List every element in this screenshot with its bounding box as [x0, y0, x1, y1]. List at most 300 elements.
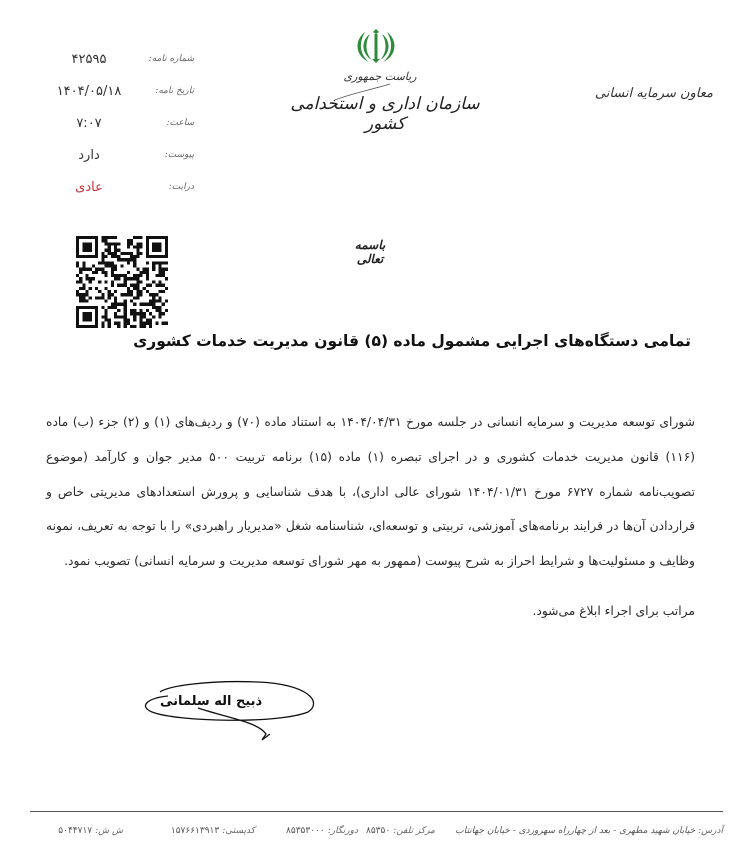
- qr-module: [117, 325, 120, 328]
- qr-module: [136, 242, 139, 245]
- qr-module: [79, 296, 82, 299]
- postal-label: کدپستی:: [222, 826, 255, 836]
- qr-module: [111, 252, 114, 255]
- qr-module: [155, 309, 158, 312]
- qr-module: [130, 252, 133, 255]
- qr-module: [139, 325, 142, 328]
- qr-module: [105, 265, 108, 268]
- qr-module: [143, 312, 146, 315]
- qr-module: [146, 277, 149, 280]
- qr-module: [105, 249, 108, 252]
- qr-module: [79, 268, 82, 271]
- qr-module: [130, 239, 133, 242]
- qr-module: [139, 271, 142, 274]
- qr-module: [114, 322, 117, 325]
- qr-module: [114, 249, 117, 252]
- qr-module: [114, 252, 117, 255]
- qr-module: [124, 274, 127, 277]
- qr-module: [114, 299, 117, 302]
- qr-module: [152, 265, 155, 268]
- footer-call-center: [366, 826, 435, 836]
- qr-module: [130, 284, 133, 287]
- qr-module: [136, 293, 139, 296]
- qr-module: [162, 290, 165, 293]
- address-label: آدرس:: [698, 826, 723, 836]
- qr-module: [158, 271, 161, 274]
- qr-module: [133, 296, 136, 299]
- qr-module: [155, 299, 158, 302]
- qr-module: [105, 239, 108, 242]
- qr-module: [136, 284, 139, 287]
- qr-module: [133, 255, 136, 258]
- qr-module: [127, 271, 130, 274]
- qr-module: [143, 315, 146, 318]
- qr-module: [127, 252, 130, 255]
- qr-module: [130, 242, 133, 245]
- qr-module: [117, 255, 120, 258]
- signer-name: ذبیح اله سلمانی: [160, 694, 263, 709]
- qr-module: [120, 258, 123, 261]
- qr-module: [130, 290, 133, 293]
- qr-module: [158, 284, 161, 287]
- qr-module: [149, 293, 152, 296]
- meta-value: دارد: [78, 148, 100, 163]
- qr-module: [133, 312, 136, 315]
- qr-module: [108, 318, 111, 321]
- qr-module: [127, 258, 130, 261]
- qr-module: [101, 306, 104, 309]
- letter-footer: [30, 822, 723, 846]
- fax-label: دورنگار:: [327, 826, 358, 836]
- qr-module: [165, 261, 168, 264]
- qr-module: [136, 274, 139, 277]
- meta-value: ۴۲۵۹۵: [71, 52, 107, 67]
- qr-module: [162, 268, 165, 271]
- qr-module: [120, 293, 123, 296]
- qr-module: [149, 318, 152, 321]
- qr-module: [146, 268, 149, 271]
- qr-module: [149, 325, 152, 328]
- qr-module: [86, 290, 89, 293]
- qr-module: [98, 296, 101, 299]
- qr-module: [82, 287, 85, 290]
- qr-module: [155, 261, 158, 264]
- meta-time: [44, 112, 194, 144]
- qr-module: [95, 296, 98, 299]
- qr-module: [133, 274, 136, 277]
- qr-module: [124, 322, 127, 325]
- qr-module: [155, 284, 158, 287]
- qr-module: [136, 246, 139, 249]
- call-center-value: ۸۵۳۵۰: [366, 826, 391, 836]
- qr-module: [152, 242, 162, 252]
- qr-module: [101, 293, 104, 296]
- qr-module: [127, 287, 130, 290]
- qr-module: [158, 265, 161, 268]
- qr-module: [111, 306, 114, 309]
- qr-module: [86, 274, 89, 277]
- qr-module: [139, 309, 142, 312]
- qr-module: [149, 303, 152, 306]
- qr-module: [136, 280, 139, 283]
- qr-module: [158, 296, 161, 299]
- qr-module: [101, 258, 104, 261]
- qr-module: [162, 284, 165, 287]
- qr-module: [79, 271, 82, 274]
- qr-module: [143, 325, 146, 328]
- qr-module: [162, 303, 165, 306]
- qr-module: [105, 287, 108, 290]
- postal-value: ۱۵۷۶۶۱۳۹۱۳: [170, 826, 220, 836]
- qr-module: [101, 255, 104, 258]
- qr-module: [152, 296, 155, 299]
- qr-module: [133, 287, 136, 290]
- qr-module: [111, 303, 114, 306]
- qr-module: [120, 284, 123, 287]
- qr-module: [111, 236, 114, 239]
- qr-module: [82, 312, 92, 322]
- qr-code: [76, 236, 168, 328]
- qr-module: [124, 312, 127, 315]
- qr-module: [136, 268, 139, 271]
- qr-module: [114, 290, 117, 293]
- qr-module: [117, 322, 120, 325]
- qr-module: [117, 284, 120, 287]
- qr-module: [111, 261, 114, 264]
- qr-module: [101, 236, 104, 239]
- qr-module: [139, 303, 142, 306]
- qr-module: [117, 315, 120, 318]
- qr-module: [143, 271, 146, 274]
- qr-module: [158, 290, 161, 293]
- qr-module: [101, 252, 104, 255]
- qr-module: [152, 293, 155, 296]
- qr-module: [101, 271, 104, 274]
- qr-module: [152, 315, 155, 318]
- qr-module: [82, 296, 85, 299]
- qr-module: [133, 325, 136, 328]
- qr-module: [158, 280, 161, 283]
- qr-module: [124, 280, 127, 283]
- qr-module: [124, 299, 127, 302]
- qr-module: [76, 274, 79, 277]
- qr-module: [139, 290, 142, 293]
- qr-module: [105, 255, 108, 258]
- qr-module: [127, 242, 130, 245]
- qr-module: [92, 265, 95, 268]
- qr-module: [105, 299, 108, 302]
- qr-module: [120, 315, 123, 318]
- qr-module: [136, 252, 139, 255]
- qr-module: [76, 265, 79, 268]
- qr-module: [124, 252, 127, 255]
- qr-module: [124, 284, 127, 287]
- qr-module: [98, 280, 101, 283]
- qr-module: [136, 290, 139, 293]
- qr-module: [165, 322, 168, 325]
- qr-module: [133, 265, 136, 268]
- qr-module: [146, 318, 149, 321]
- id-value: ۵۰۴۴۷۱۷: [58, 826, 93, 836]
- qr-module: [114, 246, 117, 249]
- qr-module: [158, 306, 161, 309]
- body-paragraph: شورای توسعه مدیریت و سرمایه انسانی در جلسه مورخ ۱۴۰۴/۰۴/۳۱ به استناد ماده (۷۰) و ردیف‌های (۱) و (۲) جزء (ب) ماده (۱۱۶) قانون مدیریت خدمات کشوری و در اجرای تبصره (۱) ماده (۱۵) برنامه تربیت ۵۰۰ مدیر جوان و کارآمد (موضوع تصویب‌نامه شماره ۶۷۲۷ مورخ ۱۴۰۴/۰۱/۳۱ شورای عالی اداری)، با هدف شناسایی و پرورش استعدادهای مدیریتی خاص و قراردادن آن‌ها در فرایند برنامه‌های آموزشی، تربیتی و توسعه‌ای، شناسنامه شغل «مدیریار راهبردی» را با توجه به تعریف، نمونه وظایف و مسئولیت‌ها و شرایط احراز به شرح پیوست (ممهور به مهر شورای توسعه مدیریت و سرمایه انسانی) تصویب نمود.: [46, 415, 695, 569]
- qr-module: [108, 249, 111, 252]
- qr-module: [146, 284, 149, 287]
- id-label: ش ش:: [95, 826, 123, 836]
- meta-value: ۱۴۰۴/۰۵/۱۸: [56, 84, 122, 99]
- qr-module: [105, 236, 108, 239]
- qr-module: [108, 242, 111, 245]
- qr-module: [152, 280, 155, 283]
- qr-module: [114, 303, 117, 306]
- invocation: باسمه تعالی: [354, 238, 386, 266]
- qr-module: [114, 306, 117, 309]
- qr-module: [124, 306, 127, 309]
- qr-module: [152, 303, 155, 306]
- qr-module: [89, 277, 92, 280]
- qr-module: [108, 236, 111, 239]
- qr-module: [127, 290, 130, 293]
- qr-module: [146, 303, 149, 306]
- qr-module: [108, 322, 111, 325]
- qr-module: [162, 261, 165, 264]
- qr-module: [79, 280, 82, 283]
- qr-module: [124, 315, 127, 318]
- iran-emblem-icon: [353, 26, 399, 66]
- meta-letter-number: [44, 48, 194, 80]
- qr-module: [111, 284, 114, 287]
- qr-module: [105, 315, 108, 318]
- qr-module: [117, 258, 120, 261]
- qr-module: [95, 287, 98, 290]
- qr-module: [124, 277, 127, 280]
- meta-letter-date: [44, 80, 194, 112]
- qr-module: [133, 315, 136, 318]
- qr-module: [143, 268, 146, 271]
- qr-module: [130, 312, 133, 315]
- qr-module: [82, 293, 85, 296]
- qr-module: [114, 277, 117, 280]
- meta-value: ۷:۰۷: [76, 116, 102, 131]
- qr-module: [117, 303, 120, 306]
- qr-module: [162, 274, 165, 277]
- qr-module: [76, 293, 79, 296]
- qr-module: [120, 303, 123, 306]
- qr-module: [111, 242, 114, 245]
- qr-module: [152, 299, 155, 302]
- qr-module: [117, 274, 120, 277]
- qr-module: [139, 318, 142, 321]
- qr-module: [76, 290, 79, 293]
- qr-module: [79, 287, 82, 290]
- qr-module: [89, 296, 92, 299]
- qr-module: [111, 255, 114, 258]
- qr-module: [139, 242, 142, 245]
- qr-module: [139, 312, 142, 315]
- qr-module: [86, 293, 89, 296]
- qr-module: [146, 322, 149, 325]
- qr-module: [105, 312, 108, 315]
- qr-module: [127, 239, 130, 242]
- meta-priority: [44, 176, 194, 208]
- qr-module: [133, 236, 136, 239]
- letter-meta: [44, 48, 194, 208]
- qr-module: [158, 309, 161, 312]
- qr-module: [86, 299, 89, 302]
- meta-label: شماره نامه:: [148, 54, 194, 64]
- qr-module: [79, 293, 82, 296]
- qr-module: [143, 303, 146, 306]
- qr-module: [86, 268, 89, 271]
- qr-module: [155, 306, 158, 309]
- qr-module: [82, 299, 85, 302]
- qr-module: [124, 309, 127, 312]
- qr-module: [133, 258, 136, 261]
- qr-module: [111, 280, 114, 283]
- qr-module: [139, 293, 142, 296]
- qr-module: [136, 312, 139, 315]
- qr-module: [117, 277, 120, 280]
- qr-module: [98, 290, 101, 293]
- qr-module: [95, 268, 98, 271]
- meta-attachment: [44, 144, 194, 176]
- footer-id: [58, 826, 123, 836]
- qr-module: [165, 309, 168, 312]
- qr-module: [114, 242, 117, 245]
- qr-module: [82, 268, 85, 271]
- qr-module: [101, 315, 104, 318]
- qr-module: [114, 274, 117, 277]
- organization-name: سازمان اداری و استخدامی کشور: [290, 94, 480, 134]
- qr-module: [114, 296, 117, 299]
- qr-module: [82, 284, 85, 287]
- qr-module: [114, 268, 117, 271]
- qr-module: [130, 309, 133, 312]
- qr-module: [124, 325, 127, 328]
- qr-module: [120, 265, 123, 268]
- qr-module: [117, 249, 120, 252]
- qr-module: [108, 325, 111, 328]
- qr-module: [105, 261, 108, 264]
- footer-address: [455, 826, 723, 836]
- presidency-label: ریاست جمهوری: [343, 70, 417, 83]
- qr-module: [133, 277, 136, 280]
- qr-module: [133, 246, 136, 249]
- qr-module: [108, 265, 111, 268]
- qr-module: [165, 268, 168, 271]
- qr-module: [108, 252, 111, 255]
- qr-module: [127, 261, 130, 264]
- qr-module: [136, 249, 139, 252]
- qr-module: [158, 268, 161, 271]
- qr-module: [86, 277, 89, 280]
- qr-module: [127, 318, 130, 321]
- qr-module: [82, 265, 85, 268]
- qr-module: [155, 274, 158, 277]
- call-center-label: مرکز تلفن:: [393, 826, 435, 836]
- qr-module: [105, 280, 108, 283]
- qr-module: [114, 312, 117, 315]
- qr-module: [82, 242, 92, 252]
- qr-module: [165, 299, 168, 302]
- qr-module: [114, 315, 117, 318]
- qr-module: [139, 236, 142, 239]
- qr-module: [101, 261, 104, 264]
- qr-module: [130, 325, 133, 328]
- qr-module: [101, 268, 104, 271]
- qr-module: [124, 258, 127, 261]
- qr-module: [143, 287, 146, 290]
- qr-module: [98, 261, 101, 264]
- qr-module: [124, 293, 127, 296]
- qr-module: [117, 242, 120, 245]
- qr-module: [136, 255, 139, 258]
- qr-module: [124, 318, 127, 321]
- qr-module: [146, 309, 149, 312]
- footer-divider: [30, 811, 723, 812]
- qr-module: [146, 271, 149, 274]
- qr-module: [101, 239, 104, 242]
- qr-module: [133, 309, 136, 312]
- qr-module: [92, 271, 95, 274]
- qr-module: [152, 268, 155, 271]
- qr-module: [152, 261, 155, 264]
- qr-module: [136, 287, 139, 290]
- qr-module: [105, 318, 108, 321]
- qr-module: [162, 312, 165, 315]
- qr-module: [92, 277, 95, 280]
- qr-module: [117, 309, 120, 312]
- address-value: خیابان شهید مطهری - بعد از چهارراه سهروردی - خیابان جهانتاب: [455, 826, 696, 836]
- qr-module: [136, 236, 139, 239]
- qr-module: [158, 312, 161, 315]
- qr-module: [111, 293, 114, 296]
- fax-value: ۸۵۳۵۳۰۰۰: [286, 826, 325, 836]
- qr-module: [130, 255, 133, 258]
- qr-module: [108, 261, 111, 264]
- qr-module: [127, 322, 130, 325]
- qr-module: [133, 261, 136, 264]
- qr-module: [114, 236, 117, 239]
- qr-module: [139, 315, 142, 318]
- meta-label: پیوست:: [164, 150, 194, 160]
- qr-module: [149, 312, 152, 315]
- qr-module: [127, 246, 130, 249]
- qr-module: [111, 271, 114, 274]
- addressee: تمامی دستگاه‌های اجرایی مشمول ماده (۵) قانون مدیریت خدمات کشوری: [133, 332, 691, 350]
- qr-module: [133, 303, 136, 306]
- footer-postal-code: [171, 826, 255, 836]
- qr-module: [133, 284, 136, 287]
- qr-module: [98, 268, 101, 271]
- qr-module: [162, 271, 165, 274]
- qr-module: [111, 268, 114, 271]
- qr-module: [130, 293, 133, 296]
- qr-module: [155, 322, 158, 325]
- qr-module: [114, 265, 117, 268]
- qr-module: [149, 322, 152, 325]
- qr-module: [111, 265, 114, 268]
- qr-module: [89, 280, 92, 283]
- priority-value: عادی: [75, 180, 103, 195]
- qr-module: [95, 271, 98, 274]
- qr-module: [101, 296, 104, 299]
- qr-module: [127, 293, 130, 296]
- qr-module: [152, 306, 155, 309]
- qr-module: [76, 261, 79, 264]
- meta-label: درایت:: [168, 182, 194, 192]
